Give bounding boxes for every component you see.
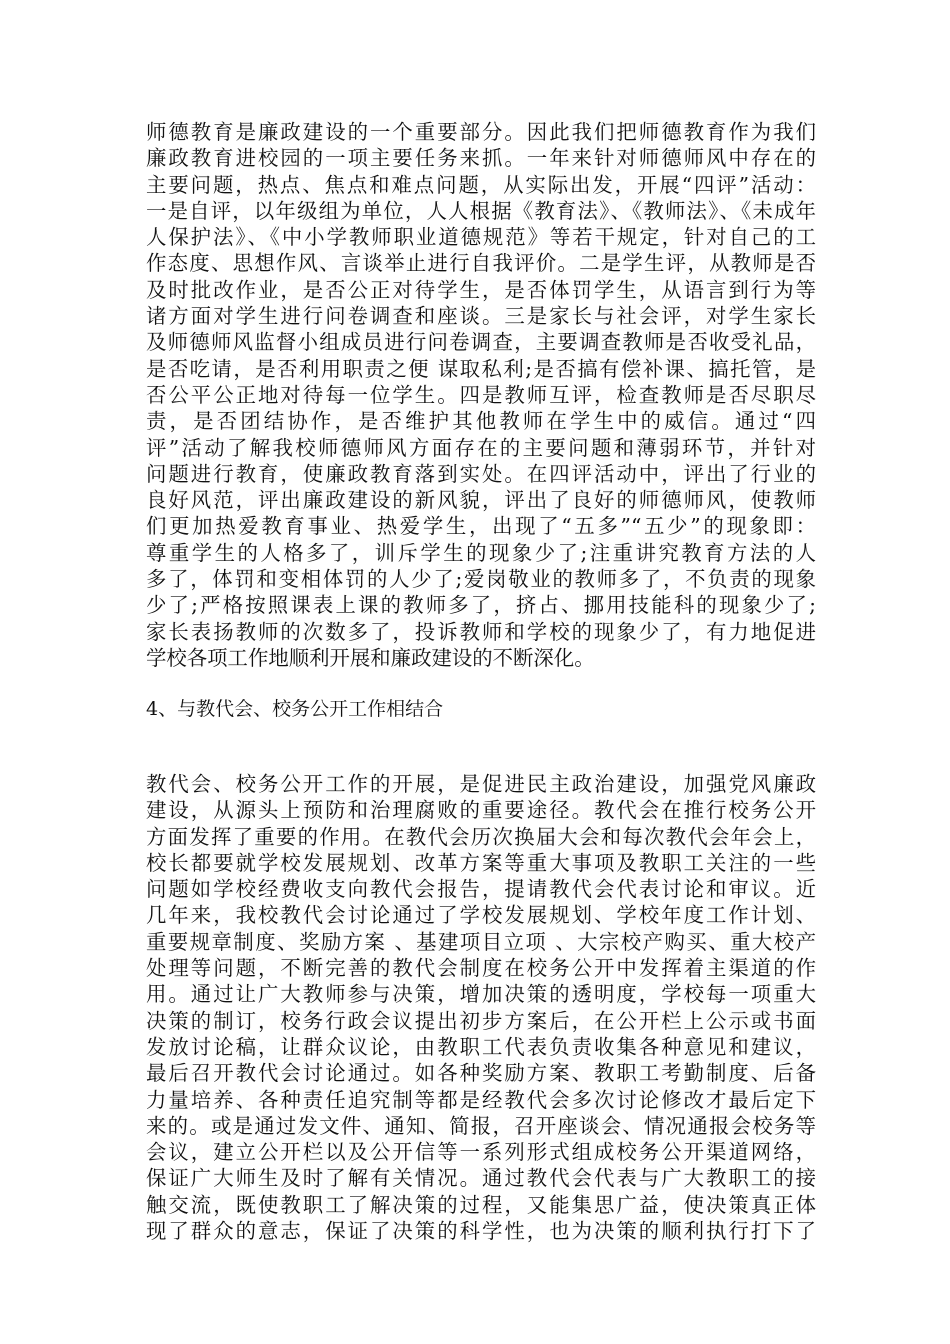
- text-line: 几年来，我校教代会讨论通过了学校发展规划、学校年度工作计划、: [146, 903, 816, 928]
- text-line: 评”活动了解我校师德师风方面存在的主要问题和薄弱环节，并针对: [146, 435, 816, 460]
- text-line: 及时批改作业，是否公正对待学生，是否体罚学生，从语言到行为等: [146, 277, 816, 302]
- text-line: 用。通过让广大教师参与决策，增加决策的透明度，学校每一项重大: [146, 982, 816, 1007]
- text-line: 尊重学生的人格多了，训斥学生的现象少了;注重讲究教育方法的人: [146, 540, 816, 565]
- text-line: 问题如学校经费收支向教代会报告，提请教代会代表讨论和审议。近: [146, 877, 816, 902]
- text-line: 良好风范，评出廉政建设的新风貌，评出了良好的师德师风，使教师: [146, 488, 816, 513]
- text-line: 作态度、思想作风、言谈举止进行自我评价。二是学生评，从教师是否: [146, 251, 816, 276]
- text-line: 最后召开教代会讨论通过。如各种奖励方案、教职工考勤制度、后备: [146, 1061, 816, 1086]
- section-heading: 4、与教代会、校务公开工作相结合: [146, 698, 444, 720]
- paragraph-teacher-ethics: [146, 119, 816, 671]
- text-line: 家长表扬教师的次数多了，投诉教师和学校的现象少了，有力地促进: [146, 619, 816, 644]
- text-line: 重要规章制度、奖励方案 、基建项目立项 、大宗校产购买、重大校产: [146, 929, 816, 954]
- text-line: 教代会、校务公开工作的开展，是促进民主政治建设，加强党风廉政: [146, 772, 816, 796]
- text-line: 决策的制订，校务行政会议提出初步方案后，在公开栏上公示或书面: [146, 1008, 816, 1033]
- text-line: 廉政教育进校园的一项主要任务来抓。一年来针对师德师风中存在的: [146, 146, 816, 171]
- text-line: 诸方面对学生进行问卷调查和座谈。三是家长与社会评，对学生家长: [146, 304, 816, 329]
- text-line: 会议，建立公开栏以及公开信等一系列形式组成校务公开渠道网络，: [146, 1140, 816, 1165]
- text-line: 建设，从源头上预防和治理腐败的重要途径。教代会在推行校务公开: [146, 798, 816, 823]
- text-line: 学校各项工作地顺利开展和廉政建设的不断深化。: [146, 645, 595, 670]
- text-line: 来的。或是通过发文件、通知、简报，召开座谈会、情况通报会校务等: [146, 1113, 816, 1138]
- text-line: 主要问题，热点、焦点和难点问题，从实际出发，开展“四评”活动：: [146, 172, 816, 197]
- text-line: 人保护法》、《中小学教师职业道德规范》等若干规定，针对自己的工: [146, 225, 816, 250]
- text-line: 们更加热爱教育事业、热爱学生，出现了“五多”“五少”的现象即：: [146, 514, 816, 539]
- text-line: 及师德师风监督小组成员进行问卷调查，主要调查教师是否收受礼品，: [146, 330, 816, 355]
- text-line: 一是自评，以年级组为单位，人人根据《教育法》、《教师法》、《未成年: [146, 198, 816, 223]
- text-line: 保证广大师生及时了解有关情况。通过教代会代表与广大教职工的接: [146, 1166, 816, 1191]
- text-line: 发放讨论稿，让群众议论，由教职工代表负责收集各种意见和建议，: [146, 1034, 816, 1059]
- paragraph-staff-congress: [146, 771, 816, 1244]
- text-line: 多了，体罚和变相体罚的人少了;爱岗敬业的教师多了，不负责的现象: [146, 567, 816, 592]
- text-line: 方面发挥了重要的作用。在教代会历次换届大会和每次教代会年会上，: [146, 824, 816, 849]
- text-line: 少了;严格按照课表上课的教师多了，挤占、挪用技能科的现象少了;: [146, 593, 816, 618]
- text-line: 触交流，既使教职工了解决策的过程，又能集思广益，使决策真正体: [146, 1192, 816, 1217]
- text-line: 现了群众的意志，保证了决策的科学性，也为决策的顺利执行打下了: [146, 1219, 816, 1244]
- text-line: 校长都要就学校发展规划、改革方案等重大事项及教职工关注的一些: [146, 850, 816, 875]
- text-line: 责，是否团结协作，是否维护其他教师在学生中的威信。通过“四: [146, 409, 816, 434]
- text-line: 力量培养、各种责任追究制等都是经教代会多次讨论修改才最后定下: [146, 1087, 816, 1112]
- text-line: 否公平公正地对待每一位学生。四是教师互评，检查教师是否尽职尽: [146, 382, 816, 407]
- text-line: 是否吃请，是否利用职责之便 谋取私利;是否搞有偿补课、搞托管，是: [146, 356, 816, 381]
- text-line: 问题进行教育，使廉政教育落到实处。在四评活动中，评出了行业的: [146, 461, 816, 486]
- text-line: 师德教育是廉政建设的一个重要部分。因此我们把师德教育作为我们: [146, 120, 816, 144]
- text-line: 处理等问题，不断完善的教代会制度在校务公开中发挥着主渠道的作: [146, 956, 816, 981]
- document-page: [146, 119, 816, 1244]
